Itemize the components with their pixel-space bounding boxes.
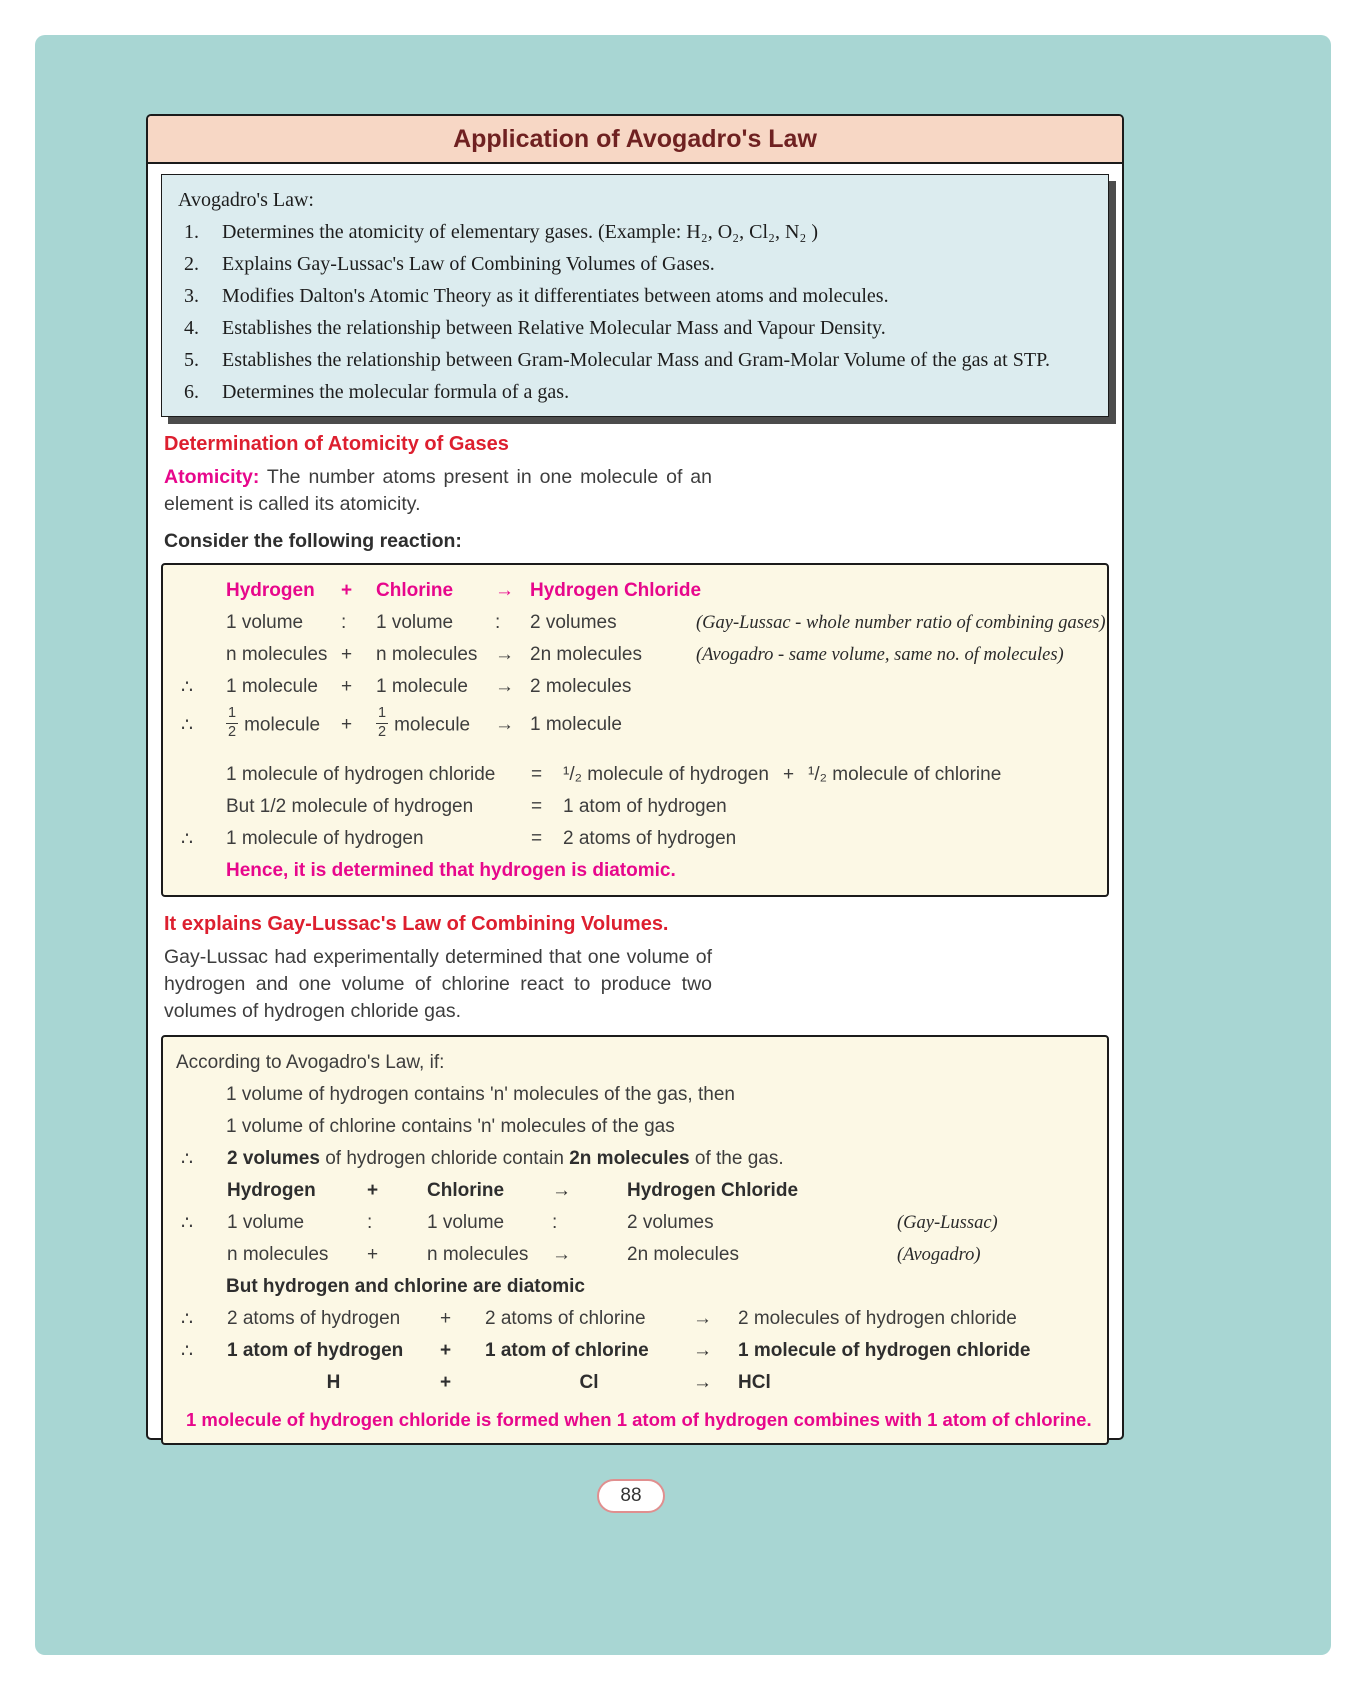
- reaction-box-2: [161, 1035, 1109, 1445]
- molecules-1: n molecules: [226, 644, 328, 665]
- atoms-row: [163, 1303, 1099, 1335]
- list-item: [178, 216, 1092, 248]
- box2-conclusion: 1 molecule of hydrogen chloride is formed when 1 atom of hydrogen combines with 1 atom of chlorine.: [186, 1409, 1092, 1430]
- fraction-denominator: 2: [378, 723, 387, 740]
- plain-text: of hydrogen chloride contain: [319, 1148, 570, 1169]
- fraction-one-half: [226, 706, 238, 741]
- avogadro-law-summary-box: [161, 174, 1109, 417]
- page-title: Application of Avogadro's Law: [148, 116, 1122, 164]
- volume-1: 1 volume: [226, 612, 304, 633]
- list-item: [178, 312, 1092, 344]
- atomicity-text: The number atoms present in one molecule of an element is called its atomicity.: [164, 466, 712, 515]
- item-number: 2.: [184, 253, 199, 275]
- item-text: Explains Gay-Lussac's Law of Combining Volumes of Gases.: [222, 253, 715, 275]
- equivalence-row: [163, 791, 1099, 823]
- chlorine-volume-line: 1 volume of chlorine contains 'n' molecules of the gas: [226, 1116, 675, 1137]
- box1-conclusion: Hence, it is determined that hydrogen is diatomic.: [226, 860, 676, 881]
- molecules-row: [163, 1239, 1099, 1271]
- molecules-result: 2n molecules: [627, 1244, 739, 1265]
- molecule-1: 1 molecule: [226, 676, 318, 697]
- half-molecule-row: [163, 703, 1099, 747]
- equivalence-left: But 1/2 molecule of hydrogen: [226, 796, 474, 817]
- half-molecule-1: [226, 704, 341, 743]
- molecules-row: [163, 639, 1099, 671]
- one-molecule-row: [163, 671, 1099, 703]
- according-line: According to Avogadro's Law, if:: [176, 1052, 445, 1073]
- atom-1: 1 atom of hydrogen: [227, 1340, 404, 1361]
- fraction-one-half: [376, 706, 388, 741]
- consider-reaction-label: Consider the following reaction:: [164, 530, 462, 552]
- item-number: 1.: [184, 221, 199, 243]
- volume-result: 2 volumes: [530, 612, 617, 633]
- volume-2: 1 volume: [376, 612, 454, 633]
- arrow-symbol: →: [693, 1340, 712, 1361]
- molecules-result: 2n molecules: [530, 644, 642, 665]
- item-number: 4.: [184, 317, 199, 339]
- reaction-header-row: [163, 1175, 1099, 1207]
- molecule-result: 1 molecule: [530, 714, 622, 735]
- product: Hydrogen Chloride: [530, 580, 702, 601]
- diatomic-line: But hydrogen and chlorine are diatomic: [226, 1276, 585, 1297]
- molecules-1: n molecules: [227, 1244, 329, 1265]
- equals-sign: =: [531, 828, 543, 849]
- half-hydrogen: ¹/₂ molecule of hydrogen: [563, 764, 769, 785]
- list-item: [178, 344, 1092, 376]
- fraction-denominator: 2: [228, 723, 237, 740]
- bold-two-volumes: 2 volumes: [227, 1148, 320, 1169]
- gay-lussac-annotation: (Gay-Lussac - whole number ratio of combining gases): [696, 612, 1106, 633]
- list-item: [178, 376, 1092, 408]
- therefore-symbol: ∴: [181, 1212, 194, 1234]
- item-text: Establishes the relationship between Relative Molecular Mass and Vapour Density.: [222, 317, 886, 339]
- section-heading-gay-lussac: It explains Gay-Lussac's Law of Combining Volumes.: [164, 913, 669, 935]
- spacer: [163, 747, 1099, 759]
- plus-sign: +: [341, 644, 353, 665]
- volumes-row: [163, 607, 1106, 639]
- ratio-colon: :: [341, 612, 347, 633]
- product: Hydrogen Chloride: [627, 1180, 799, 1201]
- atomicity-paragraph: [164, 464, 712, 518]
- plus-sign: +: [367, 1244, 379, 1265]
- chlorine-symbol: Cl: [579, 1372, 599, 1393]
- molecule-word: molecule: [394, 714, 471, 736]
- item-number: 5.: [184, 349, 199, 371]
- molecules-2: n molecules: [376, 644, 478, 665]
- therefore-symbol: ∴: [181, 714, 194, 736]
- arrow-symbol: →: [495, 676, 514, 697]
- molecule-result: 2 molecules: [530, 676, 632, 697]
- hydrogen-symbol: H: [326, 1372, 341, 1393]
- reaction-header-row: [163, 575, 1099, 607]
- equals-sign: =: [531, 796, 543, 817]
- molecule-word: molecule: [244, 714, 321, 736]
- equivalence-left: 1 molecule of hydrogen chloride: [226, 764, 496, 785]
- gay-lussac-paragraph: Gay-Lussac had experimentally determined that one volume of hydrogen and one volume of chlorine react to produce two volumes of hydrogen chloride gas.: [164, 946, 712, 1022]
- item-text: Determines the molecular formula of a gas.: [222, 381, 570, 403]
- two-volumes-line: [163, 1143, 1099, 1175]
- molecule-result: 1 molecule of hydrogen chloride: [738, 1340, 1031, 1361]
- arrow-symbol: →: [495, 580, 514, 601]
- fraction-numerator: 1: [376, 706, 388, 724]
- plus-sign: +: [367, 1180, 379, 1201]
- equivalence-right: 1 atom of hydrogen: [563, 796, 727, 817]
- content-card: [146, 114, 1124, 1440]
- item-text: Establishes the relationship between Gram-Molecular Mass and Gram-Molar Volume of the gas at STP.: [222, 349, 1050, 371]
- bold-2n-molecules: 2n molecules: [569, 1148, 690, 1169]
- plus-sign: +: [440, 1308, 452, 1329]
- volume-1: 1 volume: [227, 1212, 305, 1233]
- reactant-1: Hydrogen: [227, 1180, 316, 1201]
- gay-lussac-annotation: (Gay-Lussac): [897, 1212, 998, 1233]
- hcl-symbol: HCl: [738, 1372, 771, 1393]
- plus-sign: +: [341, 714, 353, 735]
- atomicity-label: Atomicity:: [164, 466, 260, 488]
- item-text: Modifies Dalton's Atomic Theory as it differentiates between atoms and molecules.: [222, 285, 889, 307]
- symbol-equation-row: [163, 1367, 1099, 1399]
- plain-text: of the gas.: [689, 1148, 784, 1169]
- plus-sign: +: [341, 676, 353, 697]
- atoms-2: 2 atoms of chlorine: [485, 1308, 646, 1329]
- fraction-numerator: 1: [226, 706, 238, 724]
- list-item: [178, 280, 1092, 312]
- volumes-row: [163, 1207, 1099, 1239]
- therefore-symbol: ∴: [181, 1148, 194, 1170]
- volume-2: 1 volume: [427, 1212, 505, 1233]
- hydrogen-volume-line: 1 volume of hydrogen contains 'n' molecules of the gas, then: [226, 1084, 735, 1105]
- plus-sign: +: [782, 764, 795, 785]
- arrow-symbol: →: [552, 1244, 571, 1265]
- arrow-symbol: →: [552, 1180, 571, 1201]
- item-number: 6.: [184, 381, 199, 403]
- ratio-colon: :: [495, 612, 501, 633]
- equals-sign: =: [531, 764, 543, 785]
- volume-result: 2 volumes: [627, 1212, 714, 1233]
- arrow-symbol: →: [495, 714, 514, 735]
- equivalence-row: [163, 823, 1099, 855]
- half-molecule-2: [376, 704, 495, 743]
- equivalence-right: [563, 764, 1099, 786]
- page-number-badge: 88: [597, 1479, 665, 1513]
- molecules-result: 2 molecules of hydrogen chloride: [738, 1308, 1017, 1329]
- molecule-2: 1 molecule: [376, 676, 468, 697]
- single-atom-row: [163, 1335, 1099, 1367]
- therefore-symbol: ∴: [181, 1340, 194, 1362]
- arrow-symbol: →: [693, 1372, 712, 1393]
- reactant-2: Chlorine: [427, 1180, 505, 1201]
- ratio-colon: :: [552, 1212, 558, 1233]
- plus-sign: +: [341, 580, 353, 601]
- two-volumes-text: [227, 1148, 1099, 1170]
- equivalence-left: 1 molecule of hydrogen: [226, 828, 424, 849]
- avogadro-annotation: (Avogadro): [897, 1244, 981, 1265]
- reactant-2: Chlorine: [376, 580, 454, 601]
- arrow-symbol: →: [693, 1308, 712, 1329]
- avogadro-annotation: (Avogadro - same volume, same no. of molecules): [696, 644, 1064, 665]
- therefore-symbol: ∴: [181, 1308, 194, 1330]
- summary-box-heading: Avogadro's Law:: [178, 189, 314, 211]
- atom-2: 1 atom of chlorine: [485, 1340, 649, 1361]
- equivalence-right: 2 atoms of hydrogen: [563, 828, 737, 849]
- half-chlorine: ¹/₂ molecule of chlorine: [808, 764, 1002, 785]
- item-text: Determines the atomicity of elementary gases. (Example: H₂, O₂, Cl₂, N₂ ): [222, 221, 819, 243]
- molecules-2: n molecules: [427, 1244, 529, 1265]
- plus-sign: +: [440, 1340, 452, 1361]
- therefore-symbol: ∴: [181, 676, 194, 698]
- reactant-1: Hydrogen: [226, 580, 315, 601]
- ratio-colon: :: [367, 1212, 373, 1233]
- equivalence-row: [163, 759, 1099, 791]
- atoms-1: 2 atoms of hydrogen: [227, 1308, 401, 1329]
- reaction-box-1: [161, 563, 1109, 897]
- plus-sign: +: [440, 1372, 452, 1393]
- therefore-symbol: ∴: [181, 828, 194, 850]
- item-number: 3.: [184, 285, 199, 307]
- arrow-symbol: →: [495, 644, 514, 665]
- list-item: [178, 248, 1092, 280]
- section-heading-atomicity: Determination of Atomicity of Gases: [164, 433, 509, 455]
